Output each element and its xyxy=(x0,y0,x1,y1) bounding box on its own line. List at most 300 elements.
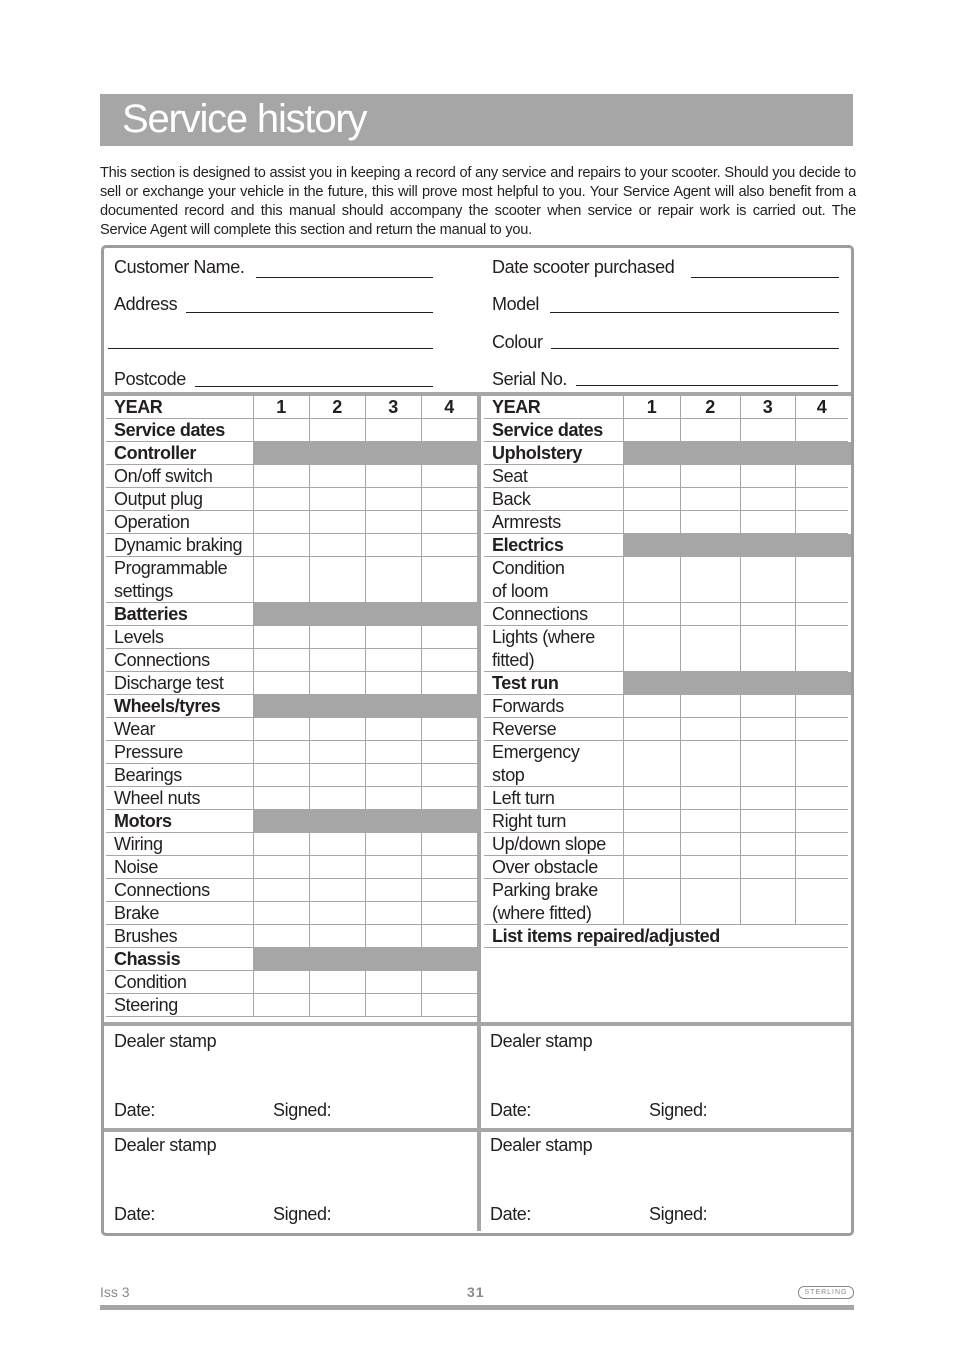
check-cell[interactable] xyxy=(421,971,477,994)
column-divider xyxy=(421,971,422,994)
dealer-stamp-label: Dealer stamp xyxy=(114,1135,217,1155)
check-cell[interactable] xyxy=(365,649,421,672)
section-shading xyxy=(253,810,477,833)
column-divider xyxy=(309,971,310,994)
section-shading xyxy=(623,534,851,557)
check-cell[interactable] xyxy=(365,465,421,488)
dealer-stamp-label: Dealer stamp xyxy=(490,1135,593,1155)
check-cell[interactable] xyxy=(740,856,795,879)
check-cell[interactable] xyxy=(421,994,477,1017)
column-divider xyxy=(421,557,422,603)
check-cell[interactable] xyxy=(680,879,740,925)
column-divider xyxy=(309,718,310,741)
check-cell[interactable] xyxy=(253,925,309,948)
check-cell[interactable] xyxy=(623,603,680,626)
check-cell[interactable] xyxy=(795,833,848,856)
check-cell[interactable] xyxy=(623,810,680,833)
check-cell[interactable] xyxy=(421,764,477,787)
check-cell[interactable] xyxy=(680,626,740,672)
check-cell[interactable] xyxy=(309,764,365,787)
column-divider xyxy=(365,994,366,1017)
check-cell[interactable] xyxy=(795,718,848,741)
column-divider xyxy=(365,488,366,511)
column-divider xyxy=(740,718,741,741)
check-cell[interactable] xyxy=(421,557,477,603)
check-cell[interactable] xyxy=(309,488,365,511)
checklist-item: Brushes xyxy=(114,926,178,946)
column-divider xyxy=(365,511,366,534)
column-divider xyxy=(365,419,366,442)
check-cell[interactable] xyxy=(680,488,740,511)
check-cell[interactable] xyxy=(421,511,477,534)
check-cell[interactable] xyxy=(795,465,848,488)
column-divider xyxy=(795,396,796,419)
check-cell[interactable] xyxy=(740,488,795,511)
checklist-item: Seat xyxy=(492,466,528,486)
year-column-header: 4 xyxy=(816,397,827,417)
check-cell[interactable] xyxy=(680,557,740,603)
column-divider xyxy=(309,465,310,488)
checklist-item: Parking brake (where fitted) xyxy=(492,880,598,923)
checklist-item: Brake xyxy=(114,903,160,923)
check-cell[interactable] xyxy=(253,856,309,879)
column-divider xyxy=(365,925,366,948)
check-cell[interactable] xyxy=(365,925,421,948)
column-divider xyxy=(365,649,366,672)
checklist-item: Connections xyxy=(114,650,210,670)
check-cell[interactable] xyxy=(421,902,477,925)
check-cell[interactable] xyxy=(740,419,795,442)
check-cell[interactable] xyxy=(623,626,680,672)
column-divider xyxy=(309,626,310,649)
column-divider xyxy=(365,764,366,787)
check-cell[interactable] xyxy=(309,511,365,534)
checklist-item: Lights (where fitted) xyxy=(492,627,595,670)
checklist-item: Back xyxy=(492,489,531,509)
check-cell[interactable] xyxy=(253,672,309,695)
column-divider xyxy=(680,833,681,856)
check-cell[interactable] xyxy=(309,557,365,603)
column-divider xyxy=(309,396,310,419)
checklist-item: Wiring xyxy=(114,834,163,854)
check-cell[interactable] xyxy=(253,833,309,856)
check-cell[interactable] xyxy=(365,856,421,879)
column-divider xyxy=(365,534,366,557)
column-divider xyxy=(253,649,254,672)
intro-paragraph: This section is designed to assist you in keeping a record of any service and repairs to your scooter. Should you decide to sell or exchange your vehicle in the future, this will prove most helpful to you. Your Service Agent will also benefit from a documented record and this manual should accompany the scooter when service or repair work is carried out. The Service Agent will complete this section and return the manual to you. xyxy=(100,165,856,238)
check-cell[interactable] xyxy=(623,557,680,603)
column-divider xyxy=(623,879,624,925)
column-divider xyxy=(421,994,422,1017)
check-cell[interactable] xyxy=(365,764,421,787)
check-cell[interactable] xyxy=(309,994,365,1017)
check-cell[interactable] xyxy=(365,741,421,764)
checklist-item: Left turn xyxy=(492,788,555,808)
check-cell[interactable] xyxy=(253,902,309,925)
check-cell[interactable] xyxy=(365,557,421,603)
checklist-item: Connections xyxy=(114,880,210,900)
check-cell[interactable] xyxy=(623,833,680,856)
check-cell[interactable] xyxy=(365,534,421,557)
checklist-item: On/off switch xyxy=(114,466,213,486)
column-divider xyxy=(623,856,624,879)
page-number: 31 xyxy=(467,1284,485,1300)
column-divider xyxy=(680,488,681,511)
column-divider xyxy=(680,465,681,488)
check-cell[interactable] xyxy=(365,879,421,902)
check-cell[interactable] xyxy=(253,465,309,488)
check-cell[interactable] xyxy=(365,994,421,1017)
check-cell[interactable] xyxy=(623,787,680,810)
check-cell[interactable] xyxy=(365,787,421,810)
check-cell[interactable] xyxy=(680,511,740,534)
postcode-label: Postcode xyxy=(114,369,186,389)
colour-field[interactable] xyxy=(551,348,839,349)
column-divider xyxy=(623,557,624,603)
check-cell[interactable] xyxy=(309,534,365,557)
check-cell[interactable] xyxy=(421,741,477,764)
check-cell[interactable] xyxy=(309,465,365,488)
address-field-1[interactable] xyxy=(186,312,433,313)
date-label: Date: xyxy=(114,1100,156,1120)
check-cell[interactable] xyxy=(740,787,795,810)
column-divider xyxy=(680,879,681,925)
column-divider xyxy=(623,396,624,419)
column-divider xyxy=(309,557,310,603)
check-cell[interactable] xyxy=(309,741,365,764)
check-cell[interactable] xyxy=(421,649,477,672)
check-cell[interactable] xyxy=(309,902,365,925)
checklist-item: Right turn xyxy=(492,811,567,831)
check-cell[interactable] xyxy=(795,626,848,672)
section-heading: Chassis xyxy=(114,949,181,969)
section-shading xyxy=(623,672,851,695)
column-divider xyxy=(795,718,796,741)
column-divider xyxy=(795,787,796,810)
check-cell[interactable] xyxy=(309,925,365,948)
column-divider xyxy=(795,603,796,626)
check-cell[interactable] xyxy=(253,511,309,534)
check-cell[interactable] xyxy=(309,419,365,442)
column-divider xyxy=(623,465,624,488)
check-cell[interactable] xyxy=(795,695,848,718)
column-divider xyxy=(421,534,422,557)
check-cell[interactable] xyxy=(623,741,680,787)
check-cell[interactable] xyxy=(421,534,477,557)
customer-name-field[interactable] xyxy=(256,277,433,278)
check-cell[interactable] xyxy=(253,718,309,741)
check-cell[interactable] xyxy=(740,833,795,856)
column-divider xyxy=(740,695,741,718)
check-cell[interactable] xyxy=(623,718,680,741)
column-divider xyxy=(623,833,624,856)
column-divider xyxy=(623,741,624,787)
checklist-item: Forwards xyxy=(492,696,564,716)
column-divider xyxy=(365,396,366,419)
check-cell[interactable] xyxy=(623,419,680,442)
column-divider xyxy=(795,488,796,511)
column-divider xyxy=(740,833,741,856)
check-cell[interactable] xyxy=(795,603,848,626)
address-field-2[interactable] xyxy=(108,348,433,349)
check-cell[interactable] xyxy=(421,856,477,879)
check-cell[interactable] xyxy=(253,787,309,810)
postcode-field[interactable] xyxy=(195,386,433,387)
checklist-item: Service dates xyxy=(114,420,225,440)
checklist-item: Condition of loom xyxy=(492,558,565,601)
check-cell[interactable] xyxy=(740,603,795,626)
checklist-item: Noise xyxy=(114,857,159,877)
date-label: Date: xyxy=(114,1204,156,1224)
check-cell[interactable] xyxy=(253,764,309,787)
check-cell[interactable] xyxy=(740,626,795,672)
column-divider xyxy=(740,511,741,534)
column-divider xyxy=(253,902,254,925)
check-cell[interactable] xyxy=(421,833,477,856)
section-heading: Motors xyxy=(114,811,172,831)
column-divider xyxy=(740,488,741,511)
check-cell[interactable] xyxy=(253,741,309,764)
column-divider xyxy=(740,557,741,603)
check-cell[interactable] xyxy=(253,649,309,672)
column-divider xyxy=(253,488,254,511)
date-purchased-label: Date scooter purchased xyxy=(492,257,675,277)
column-divider xyxy=(253,879,254,902)
column-divider xyxy=(253,511,254,534)
column-divider xyxy=(421,741,422,764)
check-cell[interactable] xyxy=(795,856,848,879)
check-cell[interactable] xyxy=(421,465,477,488)
column-divider xyxy=(365,741,366,764)
check-cell[interactable] xyxy=(309,672,365,695)
check-cell[interactable] xyxy=(740,557,795,603)
check-cell[interactable] xyxy=(680,465,740,488)
section-heading: Controller xyxy=(114,443,197,463)
column-divider xyxy=(680,626,681,672)
check-cell[interactable] xyxy=(421,925,477,948)
check-cell[interactable] xyxy=(365,419,421,442)
column-divider xyxy=(365,971,366,994)
section-heading: Batteries xyxy=(114,604,188,624)
column-divider xyxy=(421,764,422,787)
section-shading xyxy=(253,442,477,465)
check-cell[interactable] xyxy=(740,810,795,833)
check-cell[interactable] xyxy=(740,718,795,741)
column-divider xyxy=(365,672,366,695)
date-label: Date: xyxy=(490,1100,532,1120)
check-cell[interactable] xyxy=(680,833,740,856)
column-divider xyxy=(421,488,422,511)
column-divider xyxy=(623,488,624,511)
column-divider xyxy=(795,419,796,442)
issue-number: Iss 3 xyxy=(100,1284,130,1300)
check-cell[interactable] xyxy=(365,902,421,925)
model-label: Model xyxy=(492,294,540,314)
check-cell[interactable] xyxy=(309,718,365,741)
check-cell[interactable] xyxy=(680,419,740,442)
check-cell[interactable] xyxy=(365,672,421,695)
check-cell[interactable] xyxy=(309,626,365,649)
check-cell[interactable] xyxy=(623,879,680,925)
check-cell[interactable] xyxy=(365,511,421,534)
check-cell[interactable] xyxy=(623,856,680,879)
column-divider xyxy=(309,764,310,787)
year-column-header: 1 xyxy=(276,397,286,417)
column-divider xyxy=(421,879,422,902)
column-divider xyxy=(421,419,422,442)
check-cell[interactable] xyxy=(795,787,848,810)
check-cell[interactable] xyxy=(680,603,740,626)
column-divider xyxy=(795,833,796,856)
check-cell[interactable] xyxy=(309,833,365,856)
check-cell[interactable] xyxy=(365,833,421,856)
column-divider xyxy=(623,810,624,833)
column-divider xyxy=(421,902,422,925)
column-divider xyxy=(623,419,624,442)
check-cell[interactable] xyxy=(309,649,365,672)
date-purchased-field[interactable] xyxy=(691,277,839,278)
column-divider xyxy=(309,741,310,764)
check-cell[interactable] xyxy=(421,718,477,741)
check-cell[interactable] xyxy=(795,419,848,442)
check-cell[interactable] xyxy=(680,787,740,810)
column-divider xyxy=(795,465,796,488)
column-divider xyxy=(740,741,741,787)
check-cell[interactable] xyxy=(309,856,365,879)
year-column-header: 3 xyxy=(388,397,398,417)
year-column-header: 4 xyxy=(444,397,454,417)
check-cell[interactable] xyxy=(253,994,309,1017)
check-cell[interactable] xyxy=(421,626,477,649)
column-divider xyxy=(365,557,366,603)
section-heading: Upholstery xyxy=(492,443,583,463)
column-divider xyxy=(421,672,422,695)
column-divider xyxy=(740,396,741,419)
check-cell[interactable] xyxy=(421,672,477,695)
check-cell[interactable] xyxy=(623,465,680,488)
column-divider xyxy=(365,465,366,488)
column-divider xyxy=(680,396,681,419)
check-cell[interactable] xyxy=(740,511,795,534)
checklist-item: Dynamic braking xyxy=(114,535,243,555)
check-cell[interactable] xyxy=(253,488,309,511)
check-cell[interactable] xyxy=(680,856,740,879)
column-divider xyxy=(680,718,681,741)
dealer-stamp-label: Dealer stamp xyxy=(490,1031,593,1051)
repairs-notes-area[interactable] xyxy=(484,948,848,1022)
column-divider xyxy=(253,557,254,603)
check-cell[interactable] xyxy=(365,971,421,994)
column-divider xyxy=(253,396,254,419)
column-divider xyxy=(365,787,366,810)
check-cell[interactable] xyxy=(680,810,740,833)
check-cell[interactable] xyxy=(421,419,477,442)
check-cell[interactable] xyxy=(795,557,848,603)
column-divider xyxy=(795,695,796,718)
column-divider xyxy=(365,856,366,879)
column-divider xyxy=(740,856,741,879)
section-heading: Wheels/tyres xyxy=(114,696,221,716)
check-cell[interactable] xyxy=(365,626,421,649)
check-cell[interactable] xyxy=(795,810,848,833)
check-cell[interactable] xyxy=(253,971,309,994)
column-divider xyxy=(253,971,254,994)
check-cell[interactable] xyxy=(253,557,309,603)
column-divider xyxy=(623,718,624,741)
column-divider xyxy=(253,994,254,1017)
check-cell[interactable] xyxy=(365,488,421,511)
column-divider xyxy=(680,810,681,833)
check-cell[interactable] xyxy=(680,741,740,787)
check-cell[interactable] xyxy=(253,419,309,442)
serial-field[interactable] xyxy=(576,385,838,386)
check-cell[interactable] xyxy=(740,465,795,488)
column-divider xyxy=(421,511,422,534)
check-cell[interactable] xyxy=(795,511,848,534)
check-cell[interactable] xyxy=(421,879,477,902)
column-divider xyxy=(680,856,681,879)
check-cell[interactable] xyxy=(309,787,365,810)
check-cell[interactable] xyxy=(623,488,680,511)
check-cell[interactable] xyxy=(740,879,795,925)
column-divider xyxy=(365,626,366,649)
column-divider xyxy=(309,534,310,557)
section-shading xyxy=(623,442,851,465)
column-divider xyxy=(740,626,741,672)
check-cell[interactable] xyxy=(795,741,848,787)
check-cell[interactable] xyxy=(795,488,848,511)
year-column-header: 2 xyxy=(332,397,342,417)
column-divider xyxy=(253,925,254,948)
check-cell[interactable] xyxy=(740,695,795,718)
check-cell[interactable] xyxy=(680,695,740,718)
check-cell[interactable] xyxy=(680,718,740,741)
column-divider xyxy=(421,396,422,419)
check-cell[interactable] xyxy=(795,879,848,925)
check-cell[interactable] xyxy=(623,511,680,534)
column-divider xyxy=(365,718,366,741)
customer-name-label: Customer Name. xyxy=(114,257,245,277)
check-cell[interactable] xyxy=(365,718,421,741)
row-divider xyxy=(106,1016,477,1017)
column-divider xyxy=(740,465,741,488)
check-cell[interactable] xyxy=(421,488,477,511)
check-cell[interactable] xyxy=(309,879,365,902)
column-divider xyxy=(253,672,254,695)
check-cell[interactable] xyxy=(421,787,477,810)
column-divider xyxy=(309,672,310,695)
check-cell[interactable] xyxy=(740,741,795,787)
checklist-item: Wheel nuts xyxy=(114,788,201,808)
column-divider xyxy=(421,718,422,741)
column-divider xyxy=(365,902,366,925)
column-divider xyxy=(795,511,796,534)
column-divider xyxy=(421,465,422,488)
footer-rule xyxy=(100,1305,854,1310)
check-cell[interactable] xyxy=(253,879,309,902)
column-divider xyxy=(309,925,310,948)
column-divider xyxy=(740,879,741,925)
page-title: Service history xyxy=(122,97,367,141)
checklist-item: Discharge test xyxy=(114,673,224,693)
check-cell[interactable] xyxy=(623,695,680,718)
check-cell[interactable] xyxy=(309,971,365,994)
column-divider xyxy=(421,856,422,879)
check-cell[interactable] xyxy=(253,626,309,649)
model-field[interactable] xyxy=(550,312,839,313)
check-cell[interactable] xyxy=(253,534,309,557)
column-divider xyxy=(253,718,254,741)
